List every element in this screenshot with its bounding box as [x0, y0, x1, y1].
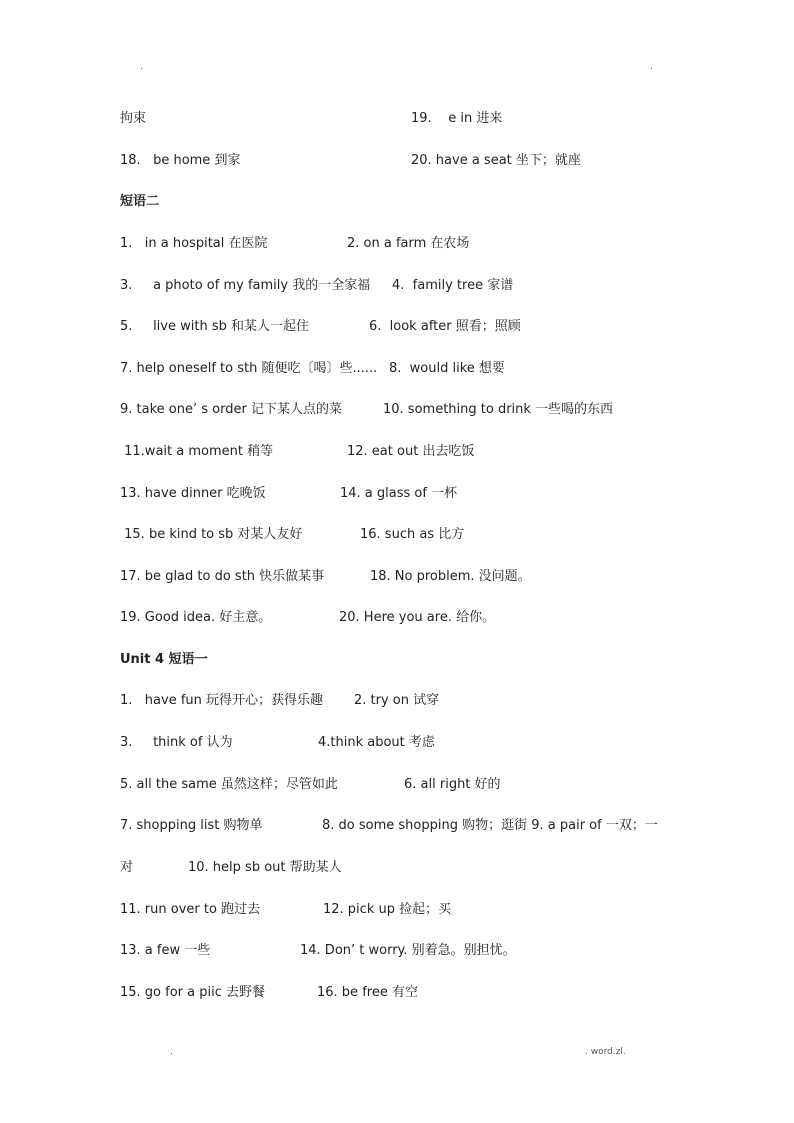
line-right: 4. family tree 家谱: [392, 278, 514, 293]
line-left: 11. run over to 跑过去: [120, 902, 261, 917]
line-right: 16. such as 比方: [360, 527, 465, 542]
line-left: 17. be glad to do sth 快乐做某事: [120, 569, 325, 584]
line-right: 10. help sb out 帮助某人: [188, 860, 342, 875]
line-right: 18. No problem. 没问题。: [370, 569, 531, 584]
line-left: 1. have fun 玩得开心；获得乐趣: [120, 693, 324, 708]
line-left: 3. think of 认为: [120, 735, 233, 750]
header-mark-right: .: [650, 62, 653, 72]
line-left: 11.wait a moment 稍等: [120, 444, 274, 459]
line-left: 15. be kind to sb 对某人友好: [120, 527, 303, 542]
line-right: 14. a glass of 一杯: [340, 486, 458, 501]
line-right: 4.think about 考虑: [318, 735, 435, 750]
line-left: 19. Good idea. 好主意。: [120, 610, 272, 625]
line-right: 10. something to drink 一些喝的东西: [383, 402, 614, 417]
line-left: 9. take one’ s order 记下某人点的菜: [120, 402, 342, 417]
line-left: 5. live with sb 和某人一起住: [120, 319, 309, 334]
line-left: 7. shopping list 购物单: [120, 818, 263, 833]
line-left: 18. be home 到家: [120, 153, 241, 168]
line-right: 12. eat out 出去吃饭: [347, 444, 475, 459]
line-right: 20. have a seat 坐下；就座: [411, 153, 581, 168]
line-left: 13. have dinner 吃晚饭: [120, 486, 266, 501]
footer-mark-left: .: [170, 1047, 173, 1057]
line-right: 8. would like 想要: [389, 361, 505, 376]
header-mark-left: .: [140, 62, 143, 72]
line-right: 16. be free 有空: [317, 985, 418, 1000]
line-right: 6. all right 好的: [404, 777, 501, 792]
footer-text: . word.zl.: [585, 1047, 626, 1057]
line-right: 2. on a farm 在农场: [347, 236, 470, 251]
line-right: 2. try on 试穿: [354, 693, 440, 708]
line-right: 6. look after 照看；照顾: [369, 319, 521, 334]
line-left: 15. go for a piic 去野餐: [120, 985, 266, 1000]
line-left: 拘束: [120, 111, 147, 126]
line-left: 1. in a hospital 在医院: [120, 236, 268, 251]
section-heading: 短语二: [120, 194, 160, 209]
line-left: 对: [120, 860, 134, 875]
line-left: 7. help oneself to sth 随便吃〔喝〕些......: [120, 361, 378, 376]
line-left: 13. a few 一些: [120, 943, 211, 958]
line-left: 3. a photo of my family 我的一全家福: [120, 278, 371, 293]
line-right: 12. pick up 捡起；买: [323, 902, 452, 917]
line-right: 14. Don’ t worry. 别着急。别担忧。: [300, 943, 516, 958]
line-right: 19. e in 进来: [411, 111, 503, 126]
section-heading: Unit 4 短语一: [120, 652, 208, 667]
line-right: 20. Here you are. 给你。: [339, 610, 496, 625]
line-left: 5. all the same 虽然这样；尽管如此: [120, 777, 338, 792]
line-right: 8. do some shopping 购物；逛街 9. a pair of 一双；一: [322, 818, 658, 833]
